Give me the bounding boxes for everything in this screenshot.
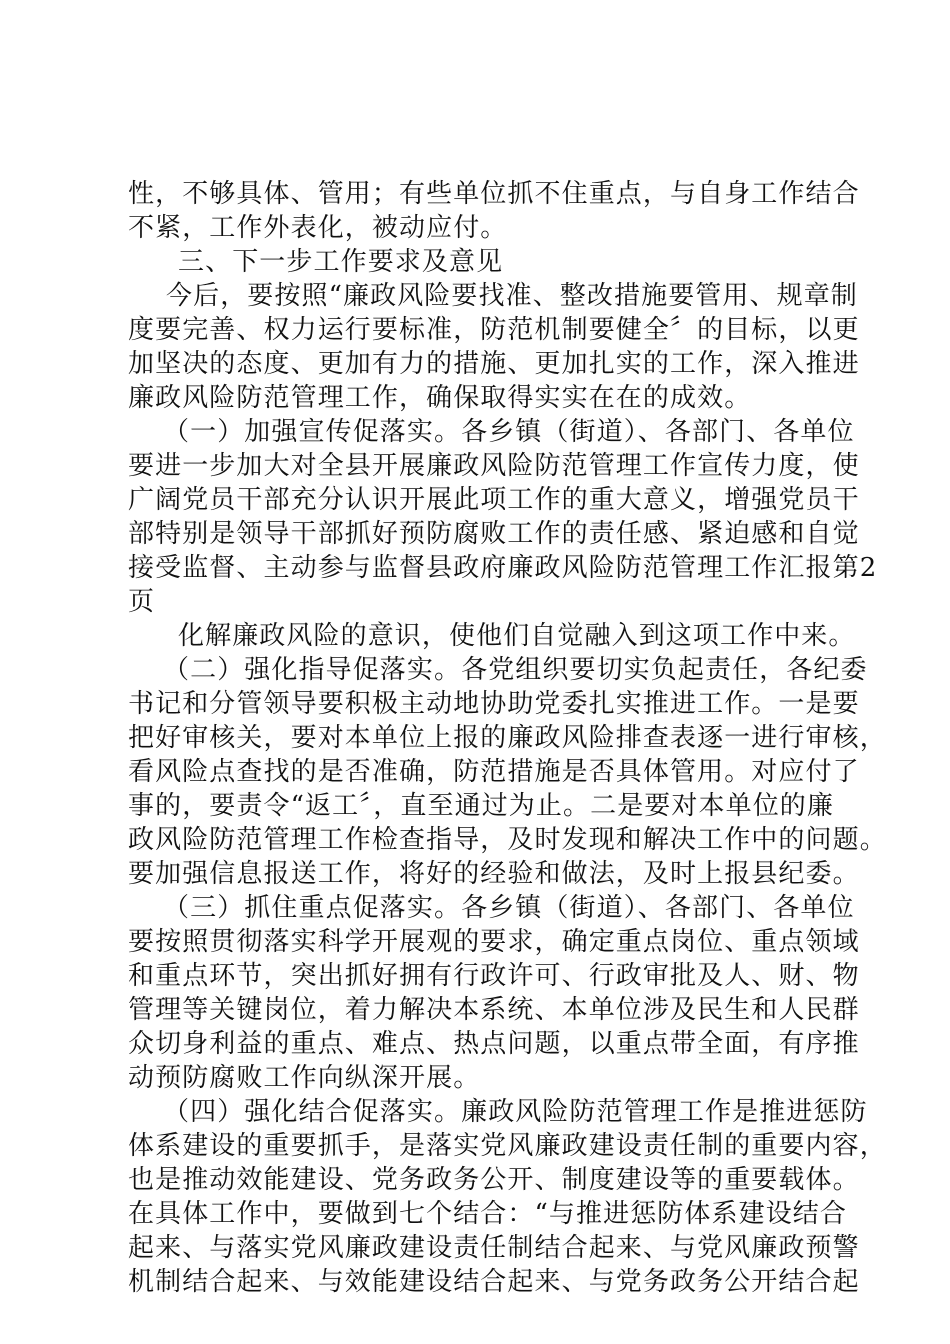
text-line: 部特别是领导干部抓好预防腐败工作的责任感、紧迫感和自觉	[128, 519, 860, 549]
text-line: 事的，要责令“返工〞，直至通过为止。二是要对本单位的廉	[128, 791, 834, 821]
text-line: 动预防腐败工作向纵深开展。	[128, 1063, 481, 1093]
text-line: 看风险点查找的是否准确，防范措施是否具体管用。对应付了	[128, 757, 860, 787]
text-line: （三）抓住重点促落实。各乡镇（街道）、各部门、各单位	[163, 893, 855, 923]
text-line: 页	[128, 587, 156, 617]
text-line: 把好审核关，要对本单位上报的廉政风险排查表逐一进行审核，	[128, 723, 887, 753]
text-line: 管理等关键岗位，着力解决本系统、本单位涉及民生和人民群	[128, 995, 860, 1025]
text-line: （一）加强宣传促落实。各乡镇（街道）、各部门、各单位	[163, 417, 855, 447]
text-line: （二）强化指导促落实。各党组织要切实负起责任，各纪委	[163, 655, 868, 685]
text-line: 和重点环节，突出抓好拥有行政许可、行政审批及人、财、物	[128, 961, 860, 991]
text-line: 今后，要按照“廉政风险要找准、整改措施要管用、规章制	[166, 281, 858, 311]
text-line: 加坚决的态度、更加有力的措施、更加扎实的工作，深入推进	[128, 349, 860, 379]
text-line: 众切身利益的重点、难点、热点问题，以重点带全面，有序推	[128, 1029, 860, 1059]
text-line: 廉政风险防范管理工作，确保取得实实在在的成效。	[128, 383, 752, 413]
text-line: 广阔党员干部充分认识开展此项工作的重大意义，增强党员干	[128, 485, 860, 515]
text-line: 度要完善、权力运行要标准，防范机制要健全〞的目标，以更	[128, 315, 860, 345]
text-line: 起来、与落实党风廉政建设责任制结合起来、与党风廉政预警	[128, 1233, 860, 1263]
text-line: 在具体工作中，要做到七个结合：“与推进惩防体系建设结合	[128, 1199, 847, 1229]
text-line: 要进一步加大对全县开展廉政风险防范管理工作宣传力度，使	[128, 451, 860, 481]
text-line: 政风险防范管理工作检查指导，及时发现和解决工作中的问题。	[128, 825, 887, 855]
text-line: 要按照贯彻落实科学开展观的要求，确定重点岗位、重点领域	[128, 927, 860, 957]
text-line: 不紧，工作外表化，被动应付。	[128, 213, 508, 243]
text-line: 机制结合起来、与效能建设结合起来、与党务政务公开结合起	[128, 1267, 860, 1297]
text-line: （四）强化结合促落实。廉政风险防范管理工作是推进惩防	[163, 1097, 868, 1127]
text-line: 也是推动效能建设、党务政务公开、制度建设等的重要载体。	[128, 1165, 860, 1195]
text-line: 性，不够具体、管用；有些单位抓不住重点，与自身工作结合	[128, 179, 860, 209]
text-line: 书记和分管领导要积极主动地协助党委扎实推进工作。一是要	[128, 689, 860, 719]
section-heading: 三、下一步工作要求及意见	[178, 247, 504, 277]
text-line: 接受监督、主动参与监督县政府廉政风险防范管理工作汇报第2	[128, 553, 878, 583]
text-line: 要加强信息报送工作，将好的经验和做法，及时上报县纪委。	[128, 859, 860, 889]
text-line: 体系建设的重要抓手，是落实党风廉政建设责任制的重要内容，	[128, 1131, 887, 1161]
text-line: 化解廉政风险的意识，使他们自觉融入到这项工作中来。	[178, 621, 856, 651]
